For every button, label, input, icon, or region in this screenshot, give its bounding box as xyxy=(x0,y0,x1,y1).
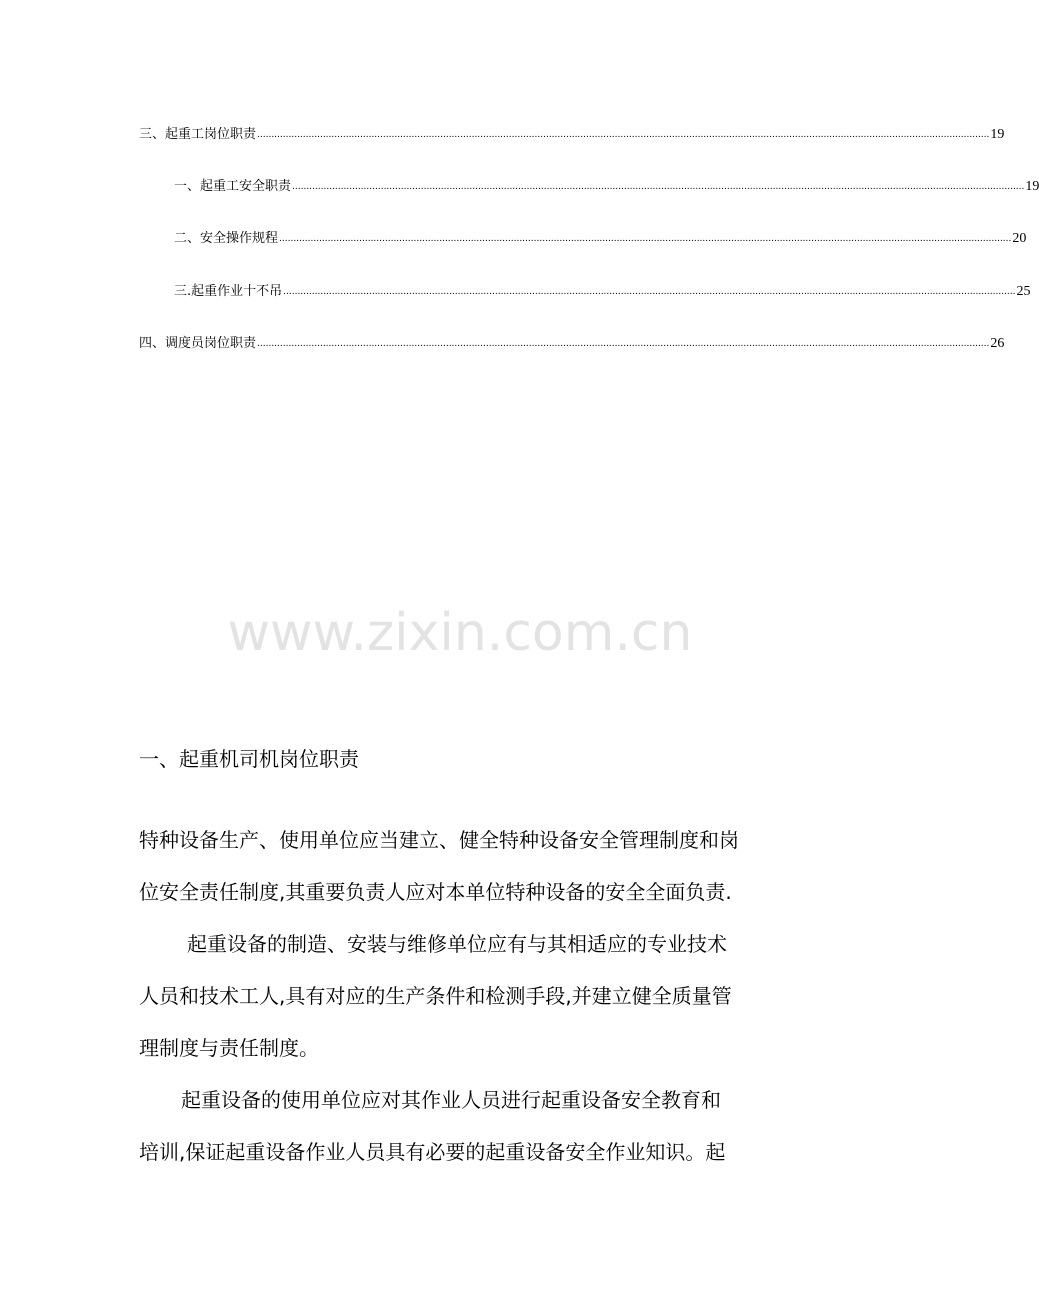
toc-entry[interactable] xyxy=(139,126,1005,145)
toc-page-number: 25 xyxy=(1016,284,1031,299)
toc-entry-title: 四、调度员岗位职责 xyxy=(139,336,257,351)
toc-entry[interactable] xyxy=(174,283,1031,302)
watermark: www.zixin.com.cn xyxy=(227,603,693,663)
body-text-line: 位安全责任制度,其重要负责人应对本单位特种设备的安全全面负责. xyxy=(139,880,732,904)
body-text-line: 特种设备生产、使用单位应当建立、健全特种设备安全管理制度和岗 xyxy=(139,828,739,852)
toc-dot-leader: ................................................................................................................................................................................................................................................................ xyxy=(279,234,1012,244)
toc-page-number: 19 xyxy=(990,127,1005,142)
body-text-line: 理制度与责任制度。 xyxy=(139,1036,319,1060)
toc-entry[interactable] xyxy=(139,335,1005,354)
toc-dot-leader: ................................................................................................................................................................................................................................................................ xyxy=(292,182,1025,192)
toc-entry-title: 三.起重作业十不吊 xyxy=(174,284,283,299)
body-text-line: 起重设备的制造、安装与维修单位应有与其相适应的专业技术 xyxy=(187,932,727,956)
toc-dot-leader: ................................................................................................................................................................................................................................................................ xyxy=(257,339,990,349)
toc-dot-leader: ................................................................................................................................................................................................................................................................ xyxy=(283,287,1016,297)
toc-entry-title: 一、起重工安全职责 xyxy=(174,179,292,194)
toc-page-number: 20 xyxy=(1012,231,1027,246)
toc-entry-title: 二、安全操作规程 xyxy=(174,231,279,246)
section-heading: 一、起重机司机岗位职责 xyxy=(139,747,359,771)
body-text-line: 人员和技术工人,具有对应的生产条件和检测手段,并建立健全质量管 xyxy=(139,984,732,1008)
toc-dot-leader: ................................................................................................................................................................................................................................................................ xyxy=(257,130,990,140)
body-text-line: 起重设备的使用单位应对其作业人员进行起重设备安全教育和 xyxy=(181,1088,721,1112)
toc-entry[interactable] xyxy=(174,230,1027,249)
toc-page-number: 26 xyxy=(990,336,1005,351)
toc-page-number: 19 xyxy=(1025,179,1039,194)
toc-entry[interactable] xyxy=(174,178,1039,197)
toc-entry-title: 三、起重工岗位职责 xyxy=(139,127,257,142)
body-text-line: 培训,保证起重设备作业人员具有必要的起重设备安全作业知识。起 xyxy=(139,1140,726,1164)
